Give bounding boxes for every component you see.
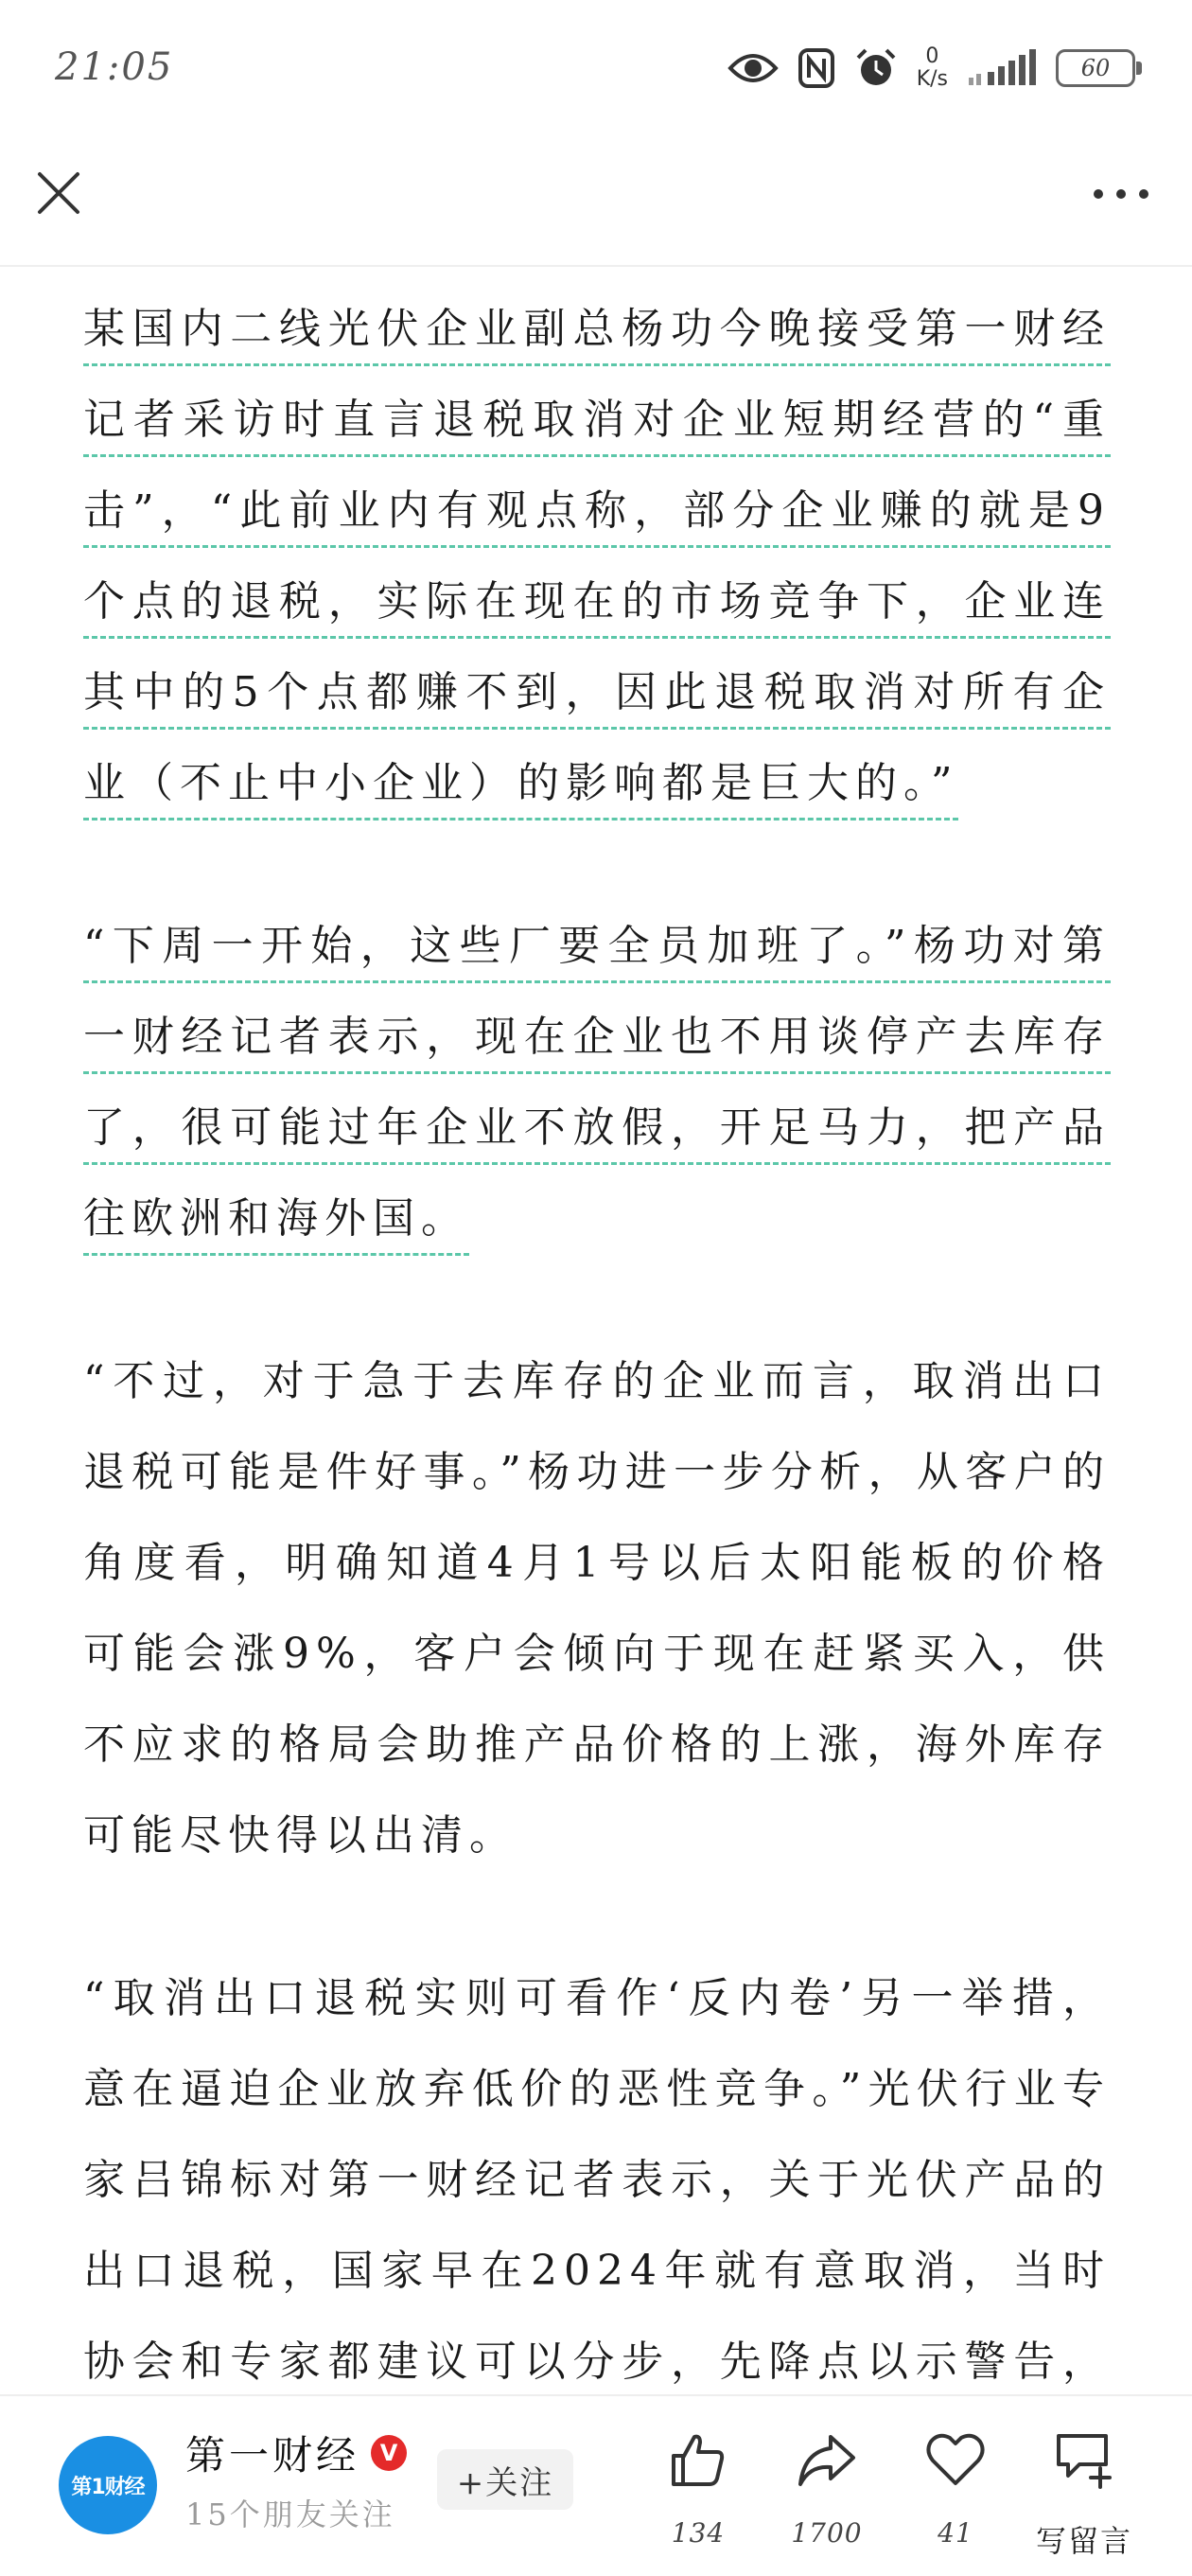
more-options-button[interactable] [1088,170,1154,218]
net-speed [917,46,948,90]
share-icon [797,2431,857,2488]
friends-following-count: 15个朋友关注 [185,2497,395,2532]
battery-level: 60 [1080,55,1111,81]
bottom-action-bar [0,2394,1192,2576]
write-comment-label: 写留言 [1035,2523,1132,2559]
signal-icon [967,49,1037,87]
alarm-icon [854,46,898,90]
publisher-info[interactable] [185,2425,407,2534]
favorite-button[interactable] [891,2423,1020,2561]
article-paragraph [83,901,1111,1264]
paragraph-text: “不过，对于急于去库存的企业而言，取消出口退税可能是件好事。”杨功进一步分析，从客户的角度看，明确知道4月1号以后太阳能板的价格可能会涨9%，客户会倾向于现在赶紧买入，供不应求的格局会助推产品价格的上涨，海外库存可能尽快得以出清。 [83,1357,1111,1860]
avatar-logo-text: 第1财经 [71,2475,145,2499]
heart-icon [925,2432,986,2487]
net-speed-unit: K/s [916,67,948,91]
verified-badge-icon: V [371,2435,407,2471]
eye-icon [727,49,779,87]
paragraph-text: 某国内二线光伏企业副总杨功今晚接受第一财经记者采访时直言退税取消对企业短期经营的“重击”，“此前业内有观点称，部分企业赚的就是9个点的退税，实际在现在的市场竞争下，企业连其中的5个点都赚不到，因此退税取消对所有企业（不止中小企业）的影响都是巨大的。” [83,305,1111,807]
thumbs-up-icon [668,2429,728,2490]
battery-icon [1056,49,1135,87]
publisher-avatar[interactable] [59,2436,157,2534]
close-button[interactable] [28,163,89,223]
article-body [83,284,1111,2570]
publisher-name-row [185,2425,407,2481]
more-icon [1093,188,1149,200]
nfc-icon [798,47,835,89]
net-speed-value: 0 [925,44,939,68]
status-icons [727,40,1135,97]
top-toolbar [0,142,1192,267]
close-icon [37,171,80,215]
paragraph-text: “下周一开始，这些厂要全员加班了。”杨功对第一财经记者表示，现在企业也不用谈停产去库存了，很可能过年企业不放假，开足马力，把产品往欧洲和海外国。 [83,922,1111,1243]
share-button[interactable] [763,2423,891,2561]
article-paragraph [83,284,1111,829]
like-count: 134 [671,2517,726,2549]
write-comment-button[interactable] [1020,2423,1148,2561]
article-paragraph [83,1336,1111,1881]
status-time: 21:05 [55,45,174,89]
publisher-name: 第一财经 [185,2432,360,2479]
comment-add-icon [1053,2430,1115,2489]
favorite-count: 41 [938,2517,973,2549]
paragraph-text: “取消出口退税实则可看作‘反内卷’另一举措，意在逼迫企业放弃低价的恶性竞争。”光伏行业专家吕锦标对第一财经记者表示，关于光伏产品的出口退税，国家早在2024年就有意取消，当时协会和专家都建议可以分步，先降点以示警告， [83,1974,1111,2386]
follow-button[interactable]: +关注 [437,2449,573,2510]
like-button[interactable] [634,2423,763,2561]
article-actions [634,2423,1148,2561]
status-bar [0,0,1192,142]
share-count: 1700 [791,2517,863,2549]
